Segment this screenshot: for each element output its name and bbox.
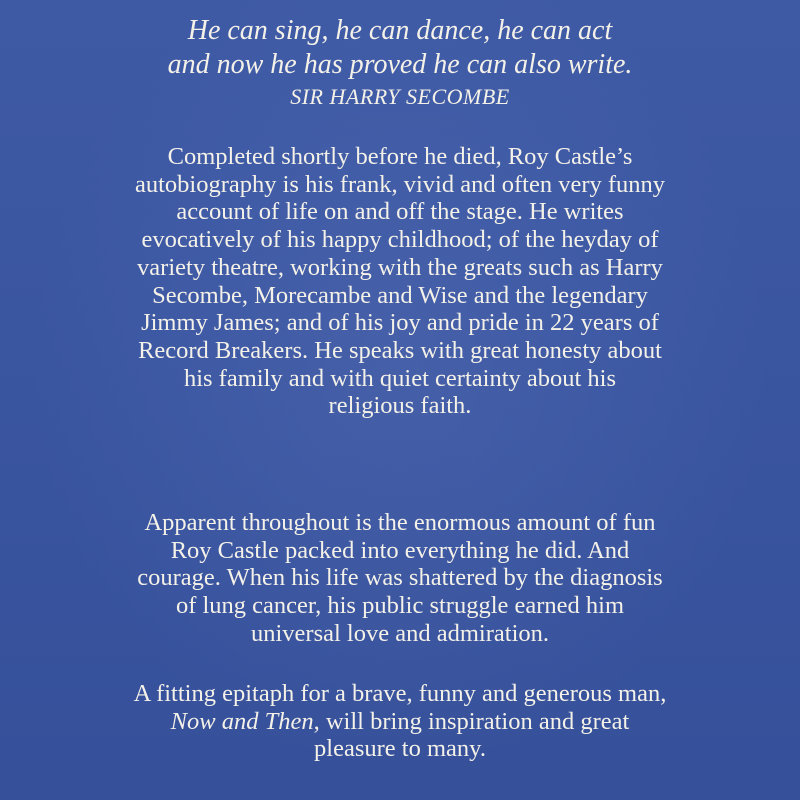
blurb-line-with-title bbox=[0, 708, 800, 736]
blurb-line: account of life on and off the stage. He writes bbox=[176, 198, 624, 226]
quote-attribution: SIR HARRY SECOMBE bbox=[290, 84, 510, 109]
blurb-paragraph-3 bbox=[0, 680, 800, 763]
book-title: Now and Then bbox=[170, 707, 314, 735]
blurb-line: his family and with quiet certainty about his bbox=[183, 364, 617, 392]
endorsement-quote bbox=[0, 14, 800, 112]
blurb-line: Record Breakers. He speaks with great honesty about bbox=[138, 336, 662, 364]
quote-line-2: and now he has proved he can also write. bbox=[167, 49, 633, 80]
blurb-line: Roy Castle packed into everything he did. And bbox=[170, 536, 630, 564]
blurb-line: Completed shortly before he died, Roy Castle’s bbox=[167, 143, 633, 170]
blurb-line: Secombe, Morecambe and Wise and the legendary bbox=[152, 281, 648, 309]
quote-line-1: He can sing, he can dance, he can act bbox=[187, 15, 613, 46]
blurb-line: courage. When his life was shattered by the diagnosis bbox=[137, 564, 663, 592]
blurb-paragraph-1 bbox=[0, 143, 800, 420]
blurb-line: pleasure to many. bbox=[314, 735, 486, 763]
blurb-line: of lung cancer, his public struggle earned him bbox=[175, 592, 625, 620]
blurb-line: variety theatre, working with the greats such as Harry bbox=[137, 253, 663, 281]
blurb-line: Apparent throughout is the enormous amount of fun bbox=[144, 509, 656, 536]
blurb-line: A fitting epitaph for a brave, funny and generous man, bbox=[133, 680, 667, 707]
blurb-line: universal love and admiration. bbox=[251, 619, 549, 647]
blurb-line: autobiography is his frank, vivid and often very funny bbox=[134, 170, 666, 198]
blurb-line-rest: , will bring inspiration and great bbox=[313, 707, 630, 735]
blurb-line: evocatively of his happy childhood; of the heyday of bbox=[141, 226, 659, 254]
blurb-line: Jimmy James; and of his joy and pride in 22 years of bbox=[141, 309, 659, 337]
blurb-paragraph-2 bbox=[0, 509, 800, 648]
blurb-line: religious faith. bbox=[328, 392, 472, 420]
